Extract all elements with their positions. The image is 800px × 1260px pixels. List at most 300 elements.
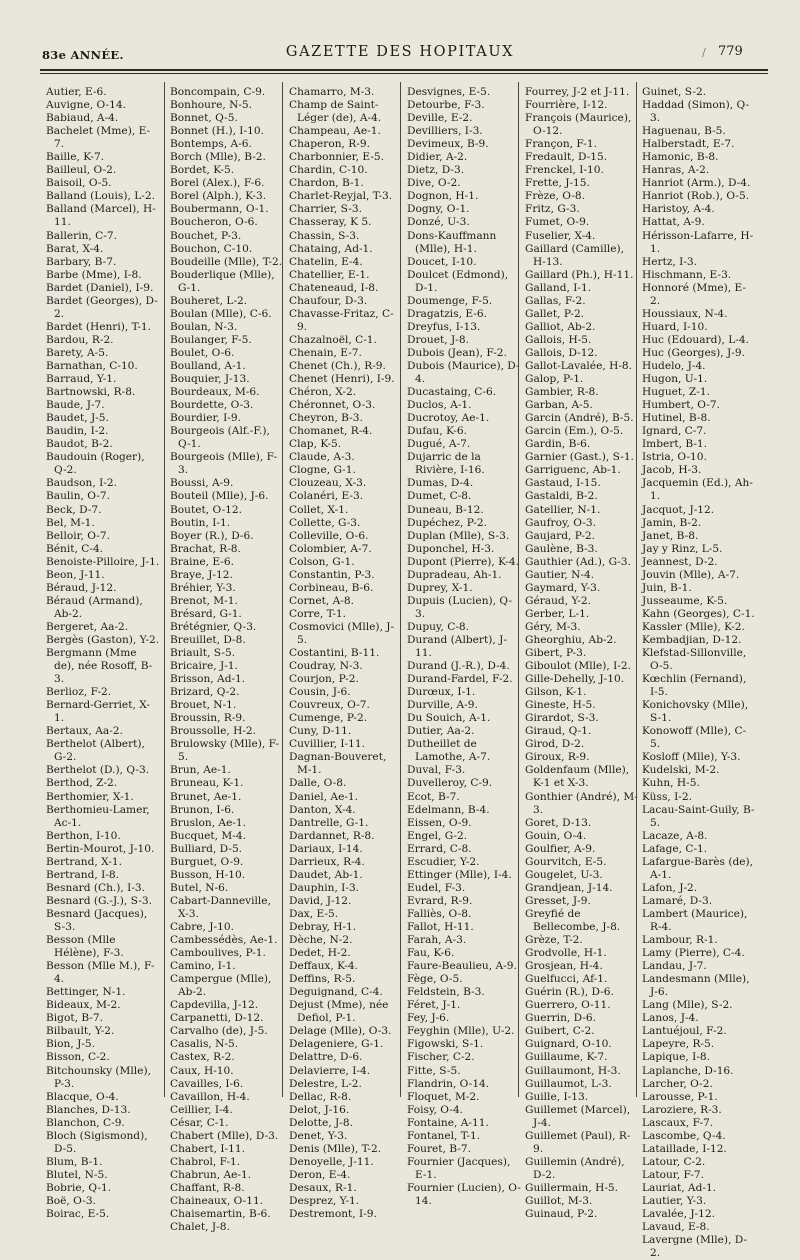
index-entry: Landau, J-7. (642, 960, 707, 973)
index-entry: Figowski, S-1. (407, 1038, 484, 1051)
index-entry: Drouet, J-8. (407, 333, 469, 346)
index-entry: Besnard (Ch.), I-3. (46, 881, 146, 894)
index-entry: Gibert, P-3. (525, 647, 587, 660)
index-entry: Farah, A-3. (407, 934, 467, 947)
index-entry: Casalis, N-5. (170, 1038, 239, 1051)
index-entry: Béraud (Armand), Ab-2. (46, 594, 143, 620)
header-rule (40, 69, 768, 71)
column-divider (164, 82, 165, 1097)
index-entry: Dietz, D-3. (407, 164, 465, 177)
index-entry: Lauriat, Ad-1. (642, 1181, 717, 1194)
index-entry: Dugué, A-7. (407, 438, 471, 451)
index-entry: Huc (Georges), J-9. (642, 346, 745, 359)
index-entry: Bourgeois (Alf.-F.), Q-1. (170, 425, 270, 451)
index-entry: Goret, D-13. (525, 816, 592, 829)
index-entry: Boirac, E-5. (46, 1208, 110, 1221)
index-entry: Ettinger (Mlle), I-4. (407, 868, 512, 881)
index-entry: Chardin, C-10. (289, 164, 368, 177)
index-entry: Cousin, J-6. (289, 686, 351, 699)
index-entry: Denoyelle, J-11. (289, 1155, 374, 1168)
index-entry: Hertz, I-3. (642, 255, 698, 268)
index-entry: Durand (Albert), J-11. (407, 633, 507, 660)
index-entry: Burguet, O-9. (170, 855, 244, 868)
index-entry: Baudin, I-2. (46, 425, 109, 438)
index-entry: Chenet (Ch.), R-9. (289, 359, 386, 372)
index-entry: Bruslon, Ae-1. (170, 816, 247, 829)
index-entry: Berthelot (D.), Q-3. (46, 764, 150, 777)
index-entry: Broussin, R-9. (170, 712, 246, 725)
index-entry: Colombier, A-7. (289, 542, 372, 555)
index-entry: Juin, B-1. (642, 581, 692, 594)
index-entry: Beck, D-7. (46, 503, 102, 516)
index-entry: Bonnet, Q-5. (170, 112, 238, 125)
index-entry: Bonhoure, N-5. (170, 99, 253, 112)
index-entry: Chabrol, F-1. (170, 1155, 241, 1168)
index-entry: Delageniere, G-1. (289, 1038, 384, 1051)
index-entry: Errard, C-8. (407, 842, 472, 855)
index-entry: Dufau, K-6. (407, 425, 467, 438)
index-entry: Colleville, O-6. (289, 529, 369, 542)
index-entry: Honnoré (Mme), E-2. (642, 281, 747, 307)
index-entry: Brésard, G-1. (170, 607, 242, 620)
index-entry: Gilson, K-1. (525, 686, 587, 699)
index-entry: Jacquot, J-12. (642, 503, 715, 516)
index-entry: Durœux, I-1. (407, 686, 476, 699)
index-entry: Fritz, G-3. (525, 203, 580, 216)
index-entry: Duclos, A-1. (407, 399, 472, 412)
index-entry: Latour, F-7. (642, 1168, 705, 1181)
index-entry: Gourvitch, E-5. (525, 855, 607, 868)
index-entry: Goulfier, A-9. (525, 842, 596, 855)
index-entry: Gonthier (André), M-3. (525, 790, 638, 816)
volume-label: 83e ANNÉE. (42, 48, 124, 62)
index-entry: Grandjean, J-14. (525, 881, 613, 894)
index-entry: Borel (Alph.), K-3. (170, 190, 267, 203)
index-entry: Bigot, B-7. (46, 1012, 103, 1025)
index-entry: Guillaumont, H-3. (525, 1064, 621, 1077)
index-entry: Boulland, A-1. (170, 359, 246, 372)
index-entry: Giboulot (Mlle), I-2. (525, 660, 631, 673)
index-entry: Berthod, Z-2. (46, 777, 118, 790)
index-entry: Gautier, N-4. (525, 568, 595, 581)
index-entry: Chardon, B-1. (289, 177, 364, 190)
index-entry: Courjon, P-2. (289, 673, 359, 686)
index-entry: Lavaud, E-8. (642, 1221, 710, 1234)
index-entry: Daniel, Ae-1. (289, 790, 359, 803)
index-entry: Berthomieu-Lamer, Ac-1. (46, 803, 150, 829)
index-entry: Brulowsky (Mlle), F-5. (170, 738, 280, 764)
index-entry: Boulanger, F-5. (170, 333, 252, 346)
index-entry: Chéron, X-2. (289, 386, 357, 399)
index-entry: Lafargue-Barès (de), A-1. (642, 855, 754, 881)
index-entry: Lataillade, I-12. (642, 1142, 727, 1155)
index-entry: Fitte, S-5. (407, 1064, 461, 1077)
index-entry: Blum, B-1. (46, 1155, 103, 1168)
index-entry: Deron, E-4. (289, 1168, 351, 1181)
index-entry: Baude, J-7. (46, 399, 105, 412)
index-entry: Garcin (André), B-5. (525, 412, 634, 425)
index-entry: Larcher, O-2. (642, 1077, 713, 1090)
index-entry: Baudson, I-2. (46, 477, 117, 490)
index-entry: Grèze, T-2. (525, 934, 583, 947)
index-entry: Ceillier, I-4. (170, 1103, 233, 1116)
index-entry: Dauphin, I-3. (289, 881, 360, 894)
index-entry: Fouret, B-7. (407, 1142, 471, 1155)
index-entry: Baudouin (Roger), Q-2. (46, 451, 145, 477)
index-entry: Cuny, D-11. (289, 725, 352, 738)
index-entry: Kahn (Georges), C-1. (642, 607, 755, 620)
index-entry: Gallois, H-5. (525, 333, 592, 346)
index-entry: Floquet, M-2. (407, 1090, 480, 1103)
index-entry: Dedet, H-2. (289, 947, 351, 960)
index-entry: Bourdette, O-3. (170, 399, 254, 412)
index-entry: Dutier, Aa-2. (407, 725, 475, 738)
index-entry: Jacquemin (Ed.), Ah-1. (642, 477, 753, 503)
index-entry: Dellac, R-8. (289, 1090, 352, 1103)
index-entry: Escudier, Y-2. (407, 855, 480, 868)
index-entry: Bettinger, N-1. (46, 986, 126, 999)
index-entry: Ducrotoy, Ae-1. (407, 412, 490, 425)
index-entry: Gardin, B-6. (525, 438, 591, 451)
index-entry: Bourgeois (Mlle), F-3. (170, 451, 278, 477)
index-entry: Clouzeau, X-3. (289, 477, 367, 490)
index-entry: Delattre, D-6. (289, 1051, 363, 1064)
index-entry: Cambessédès, Ae-1. (170, 934, 278, 947)
index-entry: Charrier, S-3. (289, 203, 362, 216)
index-entry: Bénit, C-4. (46, 542, 104, 555)
index-entry: Bouquier, J-13. (170, 373, 250, 386)
index-entry: Baille, K-7. (46, 151, 105, 164)
index-entry: Ducastaing, C-6. (407, 386, 497, 399)
index-entry: Delot, J-16. (289, 1103, 350, 1116)
index-entry: Blanchon, C-9. (46, 1116, 125, 1129)
index-entry: Durand-Fardel, F-2. (407, 673, 513, 686)
index-entry: Lapique, I-8. (642, 1051, 711, 1064)
index-entry: Flandrin, O-14. (407, 1077, 490, 1090)
index-entry: Fuselier, X-4. (525, 229, 596, 242)
index-entry: Brisson, Ad-1. (170, 673, 246, 686)
index-entry: Guillemet (Marcel), J-4. (525, 1103, 631, 1129)
index-entry: Deville, E-2. (407, 112, 473, 125)
index-entry: Babiaud, A-4. (46, 112, 119, 125)
index-entry: Belloir, O-7. (46, 529, 110, 542)
index-entry: Donzé, U-3. (407, 216, 470, 229)
index-entry: Besnard (Jacques), S-3. (46, 907, 148, 933)
page-number: 779 (718, 44, 743, 59)
index-entry: Lafage, C-1. (642, 842, 708, 855)
index-entry: Fredault, D-15. (525, 151, 608, 164)
index-entry: Broussolle, H-2. (170, 725, 257, 738)
index-entry: Brouet, N-1. (170, 699, 237, 712)
column-divider (518, 82, 519, 1097)
index-entry: Baudet, J-5. (46, 412, 109, 425)
index-entry: Didier, A-2. (407, 151, 468, 164)
index-entry: Cheyron, B-3. (289, 412, 363, 425)
index-entry: Garnier (Gast.), S-1. (525, 451, 634, 464)
index-entry: Brun, Ae-1. (170, 764, 231, 777)
index-entry: Bilbault, Y-2. (46, 1025, 115, 1038)
index-entry: Chasseray, K 5. (289, 216, 372, 229)
index-entry: Bourdeaux, M-6. (170, 386, 260, 399)
index-entry: Delotte, J-8. (289, 1116, 353, 1129)
index-entry: Debray, H-1. (289, 921, 357, 933)
index-entry: Duneau, B-12. (407, 503, 484, 516)
index-entry: Dejust (Mme), née Defiol, P-1. (289, 999, 389, 1025)
index-entry: Charlet-Reyjal, T-3. (289, 190, 393, 203)
index-entry: Castex, R-2. (170, 1051, 235, 1064)
index-entry: Lambert (Maurice), R-4. (642, 907, 748, 933)
index-entry: Camino, I-1. (170, 960, 236, 973)
index-entry: Landesmann (Mlle), J-6. (642, 973, 750, 999)
index-entry: Blanches, D-13. (46, 1103, 131, 1116)
index-entry: Bordet, K-5. (170, 164, 235, 177)
index-column-2 (170, 86, 284, 1234)
index-entry: Bachelet (Mme), E-7. (46, 125, 151, 151)
index-entry: Lautier, Y-3. (642, 1194, 707, 1207)
index-entry: Eudel, F-3. (407, 881, 466, 894)
index-entry: David, J-12. (289, 894, 352, 907)
index-entry: Chalet, J-8. (170, 1221, 230, 1234)
index-entry: Bertaux, Aa-2. (46, 725, 123, 738)
index-entry: Kembadjian, D-12. (642, 633, 742, 646)
header-rule-thin (40, 73, 768, 74)
index-entry: Bernard-Gerriet, X-1. (46, 699, 150, 725)
index-entry: Desvignes, E-5. (407, 86, 491, 98)
index-entry: Bréhier, Y-3. (170, 581, 236, 594)
index-entry: Cabre, J-10. (170, 921, 234, 933)
index-entry: Fumet, O-9. (525, 216, 590, 229)
index-entry: Gerber, L-1. (525, 607, 590, 620)
index-entry: Delavierre, I-4. (289, 1064, 371, 1077)
index-entry: Dupuis (Lucien), Q-3. (407, 594, 513, 620)
index-entry: Dumet, C-8. (407, 490, 472, 503)
index-entry: Baulin, O-7. (46, 490, 111, 503)
index-entry: Feldstein, B-3. (407, 986, 485, 999)
index-entry: Kudelski, M-2. (642, 764, 720, 777)
index-entry: Dupéchez, P-2. (407, 516, 487, 529)
index-entry: Champ de Saint-Léger (de), A-4. (289, 99, 382, 125)
index-entry: Fontanel, T-1. (407, 1129, 481, 1142)
index-entry: Cuvillier, I-11. (289, 738, 365, 751)
index-entry: Kassler (Mlle), K-2. (642, 620, 745, 633)
index-entry: Boncompain, C-9. (170, 86, 266, 98)
index-entry: Doulcet (Edmond), D-1. (407, 268, 509, 294)
index-entry: Boudeille (Mlle), T-2. (170, 255, 283, 268)
index-entry: Balland (Marcel), H-11. (46, 203, 156, 229)
index-entry: Feyghin (Mlle), U-2. (407, 1025, 515, 1038)
index-entry: Bardet (Henri), T-1. (46, 320, 152, 333)
index-entry: Gaillard (Camille), H-13. (525, 242, 625, 268)
index-entry: Berthelot (Albert), G-2. (46, 738, 145, 764)
index-entry: Bonnet (H.), I-10. (170, 125, 264, 138)
index-entry: Desaux, R-1. (289, 1181, 357, 1194)
index-entry: Halberstadt, E-7. (642, 138, 735, 151)
index-entry: Denis (Mlle), T-2. (289, 1142, 382, 1155)
index-entry: Chaperon, R-9. (289, 138, 370, 151)
index-entry: Boulet, O-6. (170, 346, 235, 359)
index-entry: Frenckel, I-10. (525, 164, 604, 177)
index-entry: Gaufroy, O-3. (525, 516, 597, 529)
index-entry: Gouin, O-4. (525, 829, 587, 842)
index-entry: Jusseaume, K-5. (642, 594, 728, 607)
index-entry: Borch (Mlle), B-2. (170, 151, 266, 164)
index-entry: Benoiste-Pilloire, J-1. (46, 555, 160, 568)
index-entry: Guillot, M-3. (525, 1194, 593, 1207)
index-entry: Berthomier, X-1. (46, 790, 134, 803)
index-entry: Chatelin, E-4. (289, 255, 363, 268)
index-entry: Guignard, O-10. (525, 1038, 612, 1051)
index-entry: Camboulives, P-1. (170, 947, 266, 960)
index-entry: Grosjean, H-4. (525, 960, 603, 973)
index-entry: Barnathan, C-10. (46, 359, 138, 372)
index-entry: Guinet, S-2. (642, 86, 707, 98)
index-entry: Caux, H-10. (170, 1064, 234, 1077)
index-entry: Brunet, Ae-1. (170, 790, 242, 803)
index-entry: Duvelleroy, C-9. (407, 777, 493, 790)
index-entry: César, C-1. (170, 1116, 229, 1129)
index-entry: Barraud, Y-1. (46, 373, 117, 386)
index-entry: Lascombe, Q-4. (642, 1129, 726, 1142)
index-entry: Bouchon, C-10. (170, 242, 253, 255)
index-entry: Auvigne, O-14. (46, 99, 126, 112)
index-entry: Carvalho (de), J-5. (170, 1025, 268, 1038)
index-entry: Gallas, F-2. (525, 294, 586, 307)
index-entry: Goldenfaum (Mlle), K-1 et X-3. (525, 764, 630, 790)
index-entry: Garriguenc, Ab-1. (525, 464, 621, 477)
index-entry: Laroziere, R-3. (642, 1103, 722, 1116)
index-entry: Balland (Louis), L-2. (46, 190, 155, 203)
index-entry: Chabert (Mlle), D-3. (170, 1129, 279, 1142)
index-entry: Bourdier, I-9. (170, 412, 241, 425)
index-entry: Constantin, P-3. (289, 568, 375, 581)
index-entry: Bardet (Georges), D-2. (46, 294, 158, 320)
index-entry: Hutinel, B-8. (642, 412, 711, 425)
index-entry: Devimeux, B-9. (407, 138, 489, 151)
index-entry: Galop, P-1. (525, 373, 584, 386)
pencil-mark: / (702, 46, 706, 59)
index-entry: Dardannet, R-8. (289, 829, 375, 842)
index-entry: Corbineau, B-6. (289, 581, 374, 594)
index-entry: Campergue (Mlle), Ab-2. (170, 973, 272, 999)
index-entry: Chenet (Henri), I-9. (289, 373, 395, 386)
index-entry: Doumenge, F-5. (407, 294, 493, 307)
index-entry: Berthon, I-10. (46, 829, 121, 842)
index-entry: Brenot, M-1. (170, 594, 238, 607)
index-entry: Kœchlin (Fernand), I-5. (642, 673, 747, 699)
index-entry: Fallot, H-11. (407, 921, 474, 933)
index-entry: Hérisson-Lafarre, H-1. (642, 229, 754, 255)
index-entry: Deffins, R-5. (289, 973, 356, 986)
index-entry: Boë, O-3. (46, 1194, 96, 1207)
index-entry: Duval, F-3. (407, 764, 466, 777)
index-entry: Konowoff (Mlle), C-5. (642, 725, 747, 751)
index-entry: Dalle, O-8. (289, 777, 347, 790)
index-entry: Besson (Mlle Hélène), F-3. (46, 934, 124, 960)
index-entry: Bisson, C-2. (46, 1051, 110, 1064)
index-entry: Gougelet, U-3. (525, 868, 603, 881)
index-entry: Fischer, C-2. (407, 1051, 475, 1064)
index-entry: Denet, Y-3. (289, 1129, 348, 1142)
index-entry: Collet, X-1. (289, 503, 349, 516)
index-entry: Braine, E-6. (170, 555, 234, 568)
index-entry: Lascaux, F-7. (642, 1116, 714, 1129)
index-entry: Hischmann, E-3. (642, 268, 732, 281)
index-entry: Bertin-Mourot, J-10. (46, 842, 155, 855)
journal-title: GAZETTE DES HOPITAUX (285, 44, 515, 60)
index-entry: Françon, F-1. (525, 138, 597, 151)
index-entry: Huard, I-10. (642, 320, 708, 333)
index-entry: Konichovsky (Mlle), S-1. (642, 699, 749, 725)
index-entry: Carpanetti, D-12. (170, 1012, 264, 1025)
index-entry: Guillemin (André), D-2. (525, 1155, 625, 1181)
index-entry: Devilliers, I-3. (407, 125, 483, 138)
index-entry: Brachat, R-8. (170, 542, 241, 555)
index-entry: Dagnan-Bouveret, M-1. (289, 751, 387, 777)
index-entry: Lavalée, J-12. (642, 1208, 715, 1221)
index-entry: Bardou, R-2. (46, 333, 114, 346)
index-entry: Hanriot (Rob.), O-5. (642, 190, 750, 203)
index-entry: Autier, E-6. (46, 86, 107, 98)
index-entry: Guerrin, D-6. (525, 1012, 597, 1025)
index-entry: Bideaux, M-2. (46, 999, 121, 1012)
index-entry: Chaffant, R-8. (170, 1181, 245, 1194)
index-entry: Dupuy, C-8. (407, 620, 470, 633)
index-entry: Guillermain, H-5. (525, 1181, 619, 1194)
index-entry: Couvreux, O-7. (289, 699, 370, 712)
index-entry: Chabrun, Ae-1. (170, 1168, 252, 1181)
index-entry: Baisoil, O-5. (46, 177, 112, 190)
index-entry: Bricaire, J-1. (170, 660, 238, 673)
index-entry: Lamy (Pierre), C-4. (642, 947, 745, 960)
index-entry: Haguenau, B-5. (642, 125, 726, 138)
index-entry: Fournier (Jacques), E-1. (407, 1155, 511, 1181)
index-entry: Lacau-Saint-Guily, B-5. (642, 803, 755, 829)
index-entry: Gaujard, P-2. (525, 529, 596, 542)
index-entry: Gallois, D-12. (525, 346, 598, 359)
index-entry: Faure-Beaulieu, A-9. (407, 960, 517, 973)
index-entry: Dariaux, I-14. (289, 842, 363, 855)
index-entry: Duponchel, H-3. (407, 542, 495, 555)
index-entry: Gresset, J-9. (525, 894, 591, 907)
index-entry: Blutel, N-5. (46, 1168, 108, 1181)
index-entry: Clap, K-5. (289, 438, 342, 451)
index-entry: Bontemps, A-6. (170, 138, 252, 151)
index-entry: Fourrière, I-12. (525, 99, 608, 112)
index-entry: Haristoy, A-4. (642, 203, 715, 216)
index-entry: Boulan (Mlle), C-6. (170, 307, 272, 320)
index-entry: Chataing, Ad-1. (289, 242, 373, 255)
index-entry: Dubois (Jean), F-2. (407, 346, 507, 359)
index-entry: Collette, G-3. (289, 516, 361, 529)
index-entry: Boyer (R.), D-6. (170, 529, 254, 542)
index-entry: Durand (J.-R.), D-4. (407, 660, 510, 673)
index-entry: Busson, H-10. (170, 868, 246, 881)
index-entry: Guérin (R.), D-6. (525, 986, 614, 999)
index-entry: Destremont, I-9. (289, 1208, 377, 1221)
index-entry: Huc (Edouard), L-4. (642, 333, 749, 346)
index-column-6 (642, 86, 756, 1260)
index-entry: Lapeyre, R-5. (642, 1038, 715, 1051)
index-entry: Kosloff (Mlle), Y-3. (642, 751, 741, 764)
index-entry: Duprey, X-1. (407, 581, 473, 594)
index-entry: Barbe (Mme), I-8. (46, 268, 142, 281)
index-entry: Dax, E-5. (289, 907, 339, 920)
index-entry: Besnard (G.-J.), S-3. (46, 894, 152, 907)
index-entry: Cabart-Danneville, X-3. (170, 894, 271, 920)
index-entry: Chassin, S-3. (289, 229, 360, 242)
index-entry: Hanriot (Arm.), D-4. (642, 177, 751, 190)
index-entry: Barety, A-5. (46, 346, 109, 359)
